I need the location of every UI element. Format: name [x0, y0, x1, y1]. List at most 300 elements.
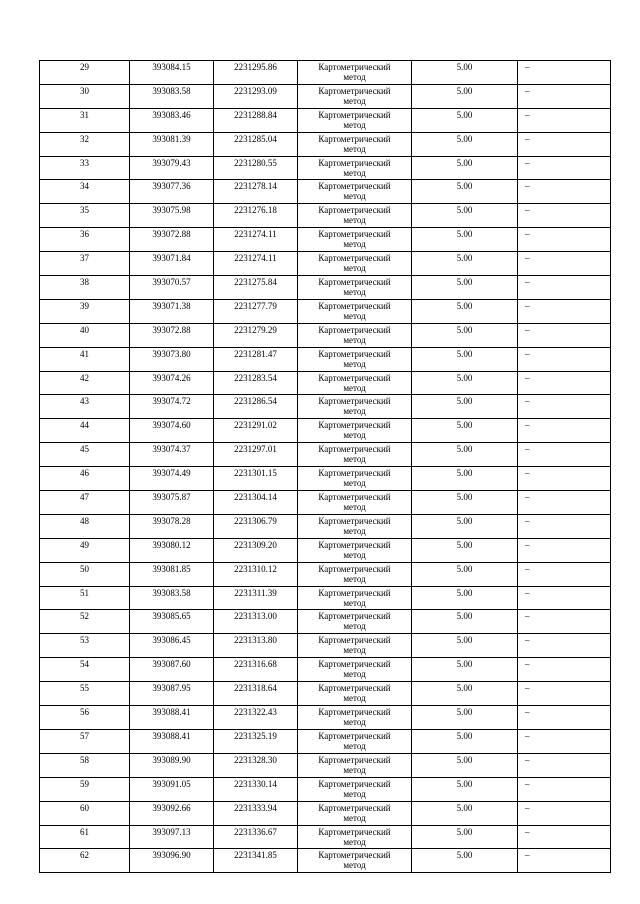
accuracy-cell: 5.00 [412, 610, 518, 634]
table-row [40, 514, 611, 538]
note-cell: – [518, 706, 611, 730]
note-cell: – [518, 682, 611, 706]
table-row [40, 204, 611, 228]
note-cell: – [518, 729, 611, 753]
method-line-2: метод [343, 836, 366, 847]
method-line-2: метод [343, 430, 366, 441]
method-line-2: метод [343, 191, 366, 202]
method-cell [298, 61, 412, 85]
table-row [40, 729, 611, 753]
method-line-2: метод [343, 215, 366, 226]
coordinate-y-cell: 2231297.01 [214, 443, 298, 467]
accuracy-cell: 5.00 [412, 682, 518, 706]
point-number-cell: 60 [40, 801, 130, 825]
coordinate-y-cell: 2231293.09 [214, 84, 298, 108]
table-row [40, 299, 611, 323]
accuracy-cell: 5.00 [412, 538, 518, 562]
coordinate-y-cell: 2231288.84 [214, 108, 298, 132]
point-number-cell: 32 [40, 132, 130, 156]
coordinate-x-cell: 393089.90 [130, 753, 214, 777]
method-cell [298, 777, 412, 801]
point-number-cell: 55 [40, 682, 130, 706]
coordinate-x-cell: 393073.80 [130, 347, 214, 371]
method-cell [298, 634, 412, 658]
coordinate-x-cell: 393078.28 [130, 514, 214, 538]
method-line-2: метод [343, 358, 366, 369]
coordinate-x-cell: 393085.65 [130, 610, 214, 634]
note-cell: – [518, 467, 611, 491]
table-row [40, 347, 611, 371]
method-line-1: Картометрический [318, 611, 391, 622]
coordinate-y-cell: 2231285.04 [214, 132, 298, 156]
coordinate-y-cell: 2231304.14 [214, 491, 298, 515]
method-cell [298, 323, 412, 347]
table-row [40, 228, 611, 252]
method-cell [298, 682, 412, 706]
table-row [40, 419, 611, 443]
method-line-1: Картометрический [318, 539, 391, 550]
accuracy-cell: 5.00 [412, 514, 518, 538]
note-cell: – [518, 586, 611, 610]
note-cell: – [518, 825, 611, 849]
method-cell [298, 276, 412, 300]
point-number-cell: 59 [40, 777, 130, 801]
method-cell [298, 586, 412, 610]
point-number-cell: 37 [40, 252, 130, 276]
accuracy-cell: 5.00 [412, 849, 518, 873]
method-line-2: метод [343, 693, 366, 704]
coordinate-x-cell: 393081.85 [130, 562, 214, 586]
method-line-2: метод [343, 287, 366, 298]
coordinate-y-cell: 2231278.14 [214, 180, 298, 204]
coordinate-x-cell: 393081.39 [130, 132, 214, 156]
coordinate-x-cell: 393086.45 [130, 634, 214, 658]
method-line-2: метод [343, 645, 366, 656]
accuracy-cell: 5.00 [412, 491, 518, 515]
note-cell: – [518, 849, 611, 873]
table-row [40, 443, 611, 467]
method-line-1: Картометрический [318, 515, 391, 526]
accuracy-cell: 5.00 [412, 729, 518, 753]
point-number-cell: 47 [40, 491, 130, 515]
table-row [40, 706, 611, 730]
table-row [40, 323, 611, 347]
coordinates-table [39, 60, 611, 873]
coordinate-y-cell: 2231318.64 [214, 682, 298, 706]
method-cell [298, 514, 412, 538]
coordinate-x-cell: 393088.41 [130, 729, 214, 753]
method-line-2: метод [343, 764, 366, 775]
coordinate-x-cell: 393074.72 [130, 395, 214, 419]
coordinate-x-cell: 393074.26 [130, 371, 214, 395]
method-line-2: метод [343, 597, 366, 608]
point-number-cell: 49 [40, 538, 130, 562]
note-cell: – [518, 323, 611, 347]
accuracy-cell: 5.00 [412, 777, 518, 801]
method-cell [298, 84, 412, 108]
note-cell: – [518, 371, 611, 395]
method-line-1: Картометрический [318, 683, 391, 694]
method-cell [298, 228, 412, 252]
method-cell [298, 753, 412, 777]
coordinate-y-cell: 2231280.55 [214, 156, 298, 180]
coordinate-y-cell: 2231274.11 [214, 228, 298, 252]
note-cell: – [518, 204, 611, 228]
coordinate-x-cell: 393080.12 [130, 538, 214, 562]
note-cell: – [518, 276, 611, 300]
accuracy-cell: 5.00 [412, 84, 518, 108]
method-line-2: метод [343, 740, 366, 751]
coordinate-x-cell: 393075.98 [130, 204, 214, 228]
coordinate-x-cell: 393092.66 [130, 801, 214, 825]
point-number-cell: 51 [40, 586, 130, 610]
method-line-1: Картометрический [318, 205, 391, 216]
coordinate-y-cell: 2231281.47 [214, 347, 298, 371]
point-number-cell: 53 [40, 634, 130, 658]
coordinate-y-cell: 2231328.30 [214, 753, 298, 777]
method-line-1: Картометрический [318, 348, 391, 359]
point-number-cell: 29 [40, 61, 130, 85]
method-line-1: Картометрический [318, 635, 391, 646]
coordinate-y-cell: 2231310.12 [214, 562, 298, 586]
coordinate-y-cell: 2231316.68 [214, 658, 298, 682]
coordinate-y-cell: 2231283.54 [214, 371, 298, 395]
coordinate-x-cell: 393074.60 [130, 419, 214, 443]
method-cell [298, 347, 412, 371]
table-row [40, 467, 611, 491]
note-cell: – [518, 419, 611, 443]
point-number-cell: 30 [40, 84, 130, 108]
coordinate-x-cell: 393084.15 [130, 61, 214, 85]
method-line-2: метод [343, 119, 366, 130]
point-number-cell: 62 [40, 849, 130, 873]
method-line-2: метод [343, 143, 366, 154]
accuracy-cell: 5.00 [412, 443, 518, 467]
coordinate-x-cell: 393097.13 [130, 825, 214, 849]
note-cell: – [518, 562, 611, 586]
note-cell: – [518, 801, 611, 825]
method-cell [298, 491, 412, 515]
note-cell: – [518, 299, 611, 323]
method-cell [298, 706, 412, 730]
table-row [40, 61, 611, 85]
table-row [40, 801, 611, 825]
coordinate-x-cell: 393091.05 [130, 777, 214, 801]
note-cell: – [518, 514, 611, 538]
accuracy-cell: 5.00 [412, 825, 518, 849]
table-row [40, 252, 611, 276]
note-cell: – [518, 108, 611, 132]
coordinate-x-cell: 393071.38 [130, 299, 214, 323]
point-number-cell: 45 [40, 443, 130, 467]
method-line-1: Картометрический [318, 730, 391, 741]
method-line-1: Картометрический [318, 778, 391, 789]
point-number-cell: 58 [40, 753, 130, 777]
point-number-cell: 41 [40, 347, 130, 371]
table-row [40, 276, 611, 300]
point-number-cell: 34 [40, 180, 130, 204]
accuracy-cell: 5.00 [412, 228, 518, 252]
point-number-cell: 46 [40, 467, 130, 491]
method-cell [298, 108, 412, 132]
method-line-1: Картометрический [318, 253, 391, 264]
method-line-2: метод [343, 573, 366, 584]
accuracy-cell: 5.00 [412, 753, 518, 777]
accuracy-cell: 5.00 [412, 706, 518, 730]
point-number-cell: 43 [40, 395, 130, 419]
coordinate-y-cell: 2231313.00 [214, 610, 298, 634]
method-line-2: метод [343, 525, 366, 536]
method-line-1: Картометрический [318, 109, 391, 120]
method-line-2: метод [343, 239, 366, 250]
coordinate-y-cell: 2231295.86 [214, 61, 298, 85]
note-cell: – [518, 347, 611, 371]
method-line-1: Картометрический [318, 372, 391, 383]
method-line-2: метод [343, 788, 366, 799]
method-line-1: Картометрический [318, 468, 391, 479]
note-cell: – [518, 538, 611, 562]
coordinate-y-cell: 2231336.67 [214, 825, 298, 849]
coordinate-y-cell: 2231291.02 [214, 419, 298, 443]
method-line-2: метод [343, 310, 366, 321]
accuracy-cell: 5.00 [412, 562, 518, 586]
method-line-2: метод [343, 860, 366, 871]
note-cell: – [518, 84, 611, 108]
note-cell: – [518, 252, 611, 276]
method-cell [298, 204, 412, 228]
point-number-cell: 38 [40, 276, 130, 300]
coordinate-y-cell: 2231277.79 [214, 299, 298, 323]
method-cell [298, 801, 412, 825]
method-cell [298, 180, 412, 204]
coordinate-x-cell: 393071.84 [130, 252, 214, 276]
coordinate-x-cell: 393083.46 [130, 108, 214, 132]
accuracy-cell: 5.00 [412, 347, 518, 371]
accuracy-cell: 5.00 [412, 586, 518, 610]
method-cell [298, 562, 412, 586]
method-cell [298, 419, 412, 443]
note-cell: – [518, 156, 611, 180]
point-number-cell: 33 [40, 156, 130, 180]
accuracy-cell: 5.00 [412, 658, 518, 682]
coordinate-x-cell: 393072.88 [130, 323, 214, 347]
method-cell [298, 729, 412, 753]
accuracy-cell: 5.00 [412, 395, 518, 419]
coordinate-y-cell: 2231279.29 [214, 323, 298, 347]
accuracy-cell: 5.00 [412, 276, 518, 300]
method-cell [298, 610, 412, 634]
method-cell [298, 443, 412, 467]
point-number-cell: 40 [40, 323, 130, 347]
accuracy-cell: 5.00 [412, 371, 518, 395]
method-line-1: Картометрический [318, 62, 391, 72]
point-number-cell: 42 [40, 371, 130, 395]
accuracy-cell: 5.00 [412, 180, 518, 204]
point-number-cell: 52 [40, 610, 130, 634]
coordinate-x-cell: 393075.87 [130, 491, 214, 515]
coordinate-y-cell: 2231311.39 [214, 586, 298, 610]
note-cell: – [518, 228, 611, 252]
coordinate-x-cell: 393087.95 [130, 682, 214, 706]
table-row [40, 84, 611, 108]
method-line-1: Картометрический [318, 300, 391, 311]
point-number-cell: 48 [40, 514, 130, 538]
accuracy-cell: 5.00 [412, 419, 518, 443]
coordinate-y-cell: 2231286.54 [214, 395, 298, 419]
table-row [40, 108, 611, 132]
point-number-cell: 50 [40, 562, 130, 586]
table-row [40, 682, 611, 706]
point-number-cell: 56 [40, 706, 130, 730]
method-line-1: Картометрический [318, 181, 391, 192]
point-number-cell: 57 [40, 729, 130, 753]
method-line-2: метод [343, 95, 366, 106]
note-cell: – [518, 180, 611, 204]
note-cell: – [518, 443, 611, 467]
method-line-1: Картометрический [318, 659, 391, 670]
method-line-1: Картометрический [318, 707, 391, 718]
table-row [40, 586, 611, 610]
table-row [40, 753, 611, 777]
table-row [40, 491, 611, 515]
method-line-1: Картометрический [318, 157, 391, 168]
coordinate-y-cell: 2231341.85 [214, 849, 298, 873]
method-line-2: метод [343, 263, 366, 274]
method-line-1: Картометрический [318, 133, 391, 144]
coordinate-y-cell: 2231301.15 [214, 467, 298, 491]
point-number-cell: 54 [40, 658, 130, 682]
method-line-2: метод [343, 812, 366, 823]
table-row [40, 777, 611, 801]
accuracy-cell: 5.00 [412, 108, 518, 132]
coordinate-x-cell: 393088.41 [130, 706, 214, 730]
point-number-cell: 39 [40, 299, 130, 323]
note-cell: – [518, 61, 611, 85]
note-cell: – [518, 132, 611, 156]
coordinate-y-cell: 2231309.20 [214, 538, 298, 562]
method-cell [298, 658, 412, 682]
method-line-1: Картометрический [318, 324, 391, 335]
point-number-cell: 44 [40, 419, 130, 443]
coordinate-y-cell: 2231333.94 [214, 801, 298, 825]
method-line-1: Картометрический [318, 587, 391, 598]
method-cell [298, 132, 412, 156]
coordinate-x-cell: 393096.90 [130, 849, 214, 873]
method-line-1: Картометрический [318, 802, 391, 813]
coordinate-y-cell: 2231306.79 [214, 514, 298, 538]
table-row [40, 395, 611, 419]
method-line-2: метод [343, 717, 366, 728]
accuracy-cell: 5.00 [412, 634, 518, 658]
method-line-1: Картометрический [318, 229, 391, 240]
point-number-cell: 31 [40, 108, 130, 132]
method-line-1: Картометрический [318, 444, 391, 455]
table-row [40, 562, 611, 586]
coordinate-y-cell: 2231313.80 [214, 634, 298, 658]
accuracy-cell: 5.00 [412, 801, 518, 825]
table-row [40, 132, 611, 156]
coordinate-y-cell: 2231330.14 [214, 777, 298, 801]
coordinate-x-cell: 393070.57 [130, 276, 214, 300]
coordinate-x-cell: 393077.36 [130, 180, 214, 204]
coordinate-y-cell: 2231275.84 [214, 276, 298, 300]
accuracy-cell: 5.00 [412, 61, 518, 85]
method-cell [298, 252, 412, 276]
coordinate-x-cell: 393079.43 [130, 156, 214, 180]
method-cell [298, 538, 412, 562]
accuracy-cell: 5.00 [412, 132, 518, 156]
accuracy-cell: 5.00 [412, 299, 518, 323]
table-row [40, 825, 611, 849]
method-line-1: Картометрический [318, 396, 391, 407]
method-line-1: Картометрический [318, 850, 391, 861]
note-cell: – [518, 491, 611, 515]
accuracy-cell: 5.00 [412, 156, 518, 180]
point-number-cell: 35 [40, 204, 130, 228]
table-row [40, 156, 611, 180]
accuracy-cell: 5.00 [412, 323, 518, 347]
coordinates-table-body [40, 61, 611, 873]
method-cell [298, 825, 412, 849]
coordinate-x-cell: 393074.37 [130, 443, 214, 467]
coordinate-y-cell: 2231322.43 [214, 706, 298, 730]
coordinate-x-cell: 393083.58 [130, 84, 214, 108]
method-cell [298, 371, 412, 395]
point-number-cell: 61 [40, 825, 130, 849]
coordinate-x-cell: 393083.58 [130, 586, 214, 610]
method-line-2: метод [343, 669, 366, 680]
method-line-1: Картометрический [318, 563, 391, 574]
note-cell: – [518, 395, 611, 419]
method-line-2: метод [343, 334, 366, 345]
coordinate-x-cell: 393087.60 [130, 658, 214, 682]
coordinate-y-cell: 2231274.11 [214, 252, 298, 276]
method-line-1: Картометрический [318, 492, 391, 503]
table-row [40, 180, 611, 204]
note-cell: – [518, 753, 611, 777]
method-line-2: метод [343, 502, 366, 513]
note-cell: – [518, 610, 611, 634]
point-number-cell: 36 [40, 228, 130, 252]
note-cell: – [518, 777, 611, 801]
method-line-1: Картометрический [318, 754, 391, 765]
accuracy-cell: 5.00 [412, 467, 518, 491]
note-cell: – [518, 634, 611, 658]
table-row [40, 610, 611, 634]
coordinate-y-cell: 2231276.18 [214, 204, 298, 228]
method-line-2: метод [343, 621, 366, 632]
method-cell [298, 156, 412, 180]
table-row [40, 371, 611, 395]
method-cell [298, 467, 412, 491]
coordinate-x-cell: 393074.49 [130, 467, 214, 491]
method-line-2: метод [343, 406, 366, 417]
method-line-2: метод [343, 167, 366, 178]
table-row [40, 658, 611, 682]
accuracy-cell: 5.00 [412, 204, 518, 228]
method-line-1: Картометрический [318, 420, 391, 431]
method-cell [298, 299, 412, 323]
coordinate-x-cell: 393072.88 [130, 228, 214, 252]
note-cell: – [518, 658, 611, 682]
coordinate-y-cell: 2231325.19 [214, 729, 298, 753]
method-line-2: метод [343, 478, 366, 489]
table-row [40, 538, 611, 562]
table-row [40, 849, 611, 873]
table-row [40, 634, 611, 658]
method-cell [298, 849, 412, 873]
accuracy-cell: 5.00 [412, 252, 518, 276]
